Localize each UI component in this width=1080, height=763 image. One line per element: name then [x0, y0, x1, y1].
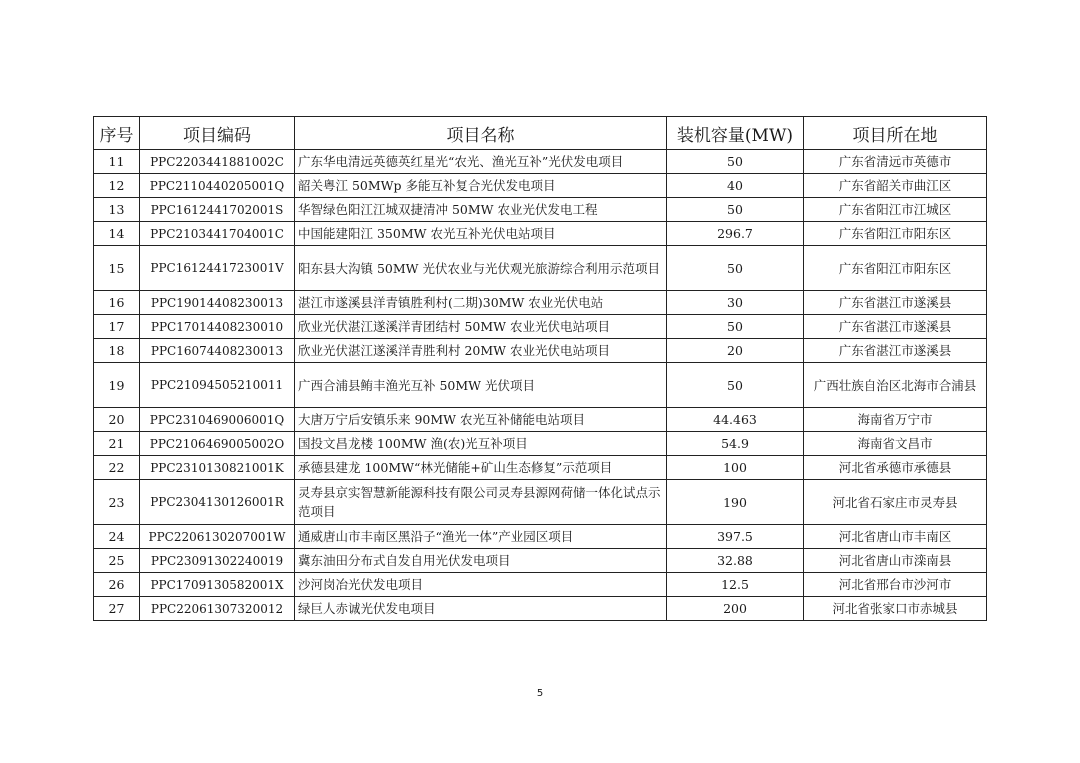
cell-project-name: 绿巨人赤诚光伏发电项目 — [295, 597, 667, 621]
cell-project-location: 广西壮族自治区北海市合浦县 — [804, 363, 987, 408]
cell-installed-capacity: 200 — [667, 597, 804, 621]
cell-project-location: 广东省湛江市遂溪县 — [804, 315, 987, 339]
cell-project-location: 广东省阳江市阳东区 — [804, 246, 987, 291]
cell-installed-capacity: 32.88 — [667, 549, 804, 573]
cell-project-location: 广东省湛江市遂溪县 — [804, 339, 987, 363]
projects-table — [93, 116, 987, 621]
cell-project-location: 河北省石家庄市灵寿县 — [804, 480, 987, 525]
cell-project-location: 广东省湛江市遂溪县 — [804, 291, 987, 315]
cell-installed-capacity: 40 — [667, 174, 804, 198]
cell-installed-capacity: 20 — [667, 339, 804, 363]
cell-serial-number: 24 — [94, 525, 140, 549]
cell-project-code: PPC19014408230013 — [140, 291, 295, 315]
cell-project-location: 海南省文昌市 — [804, 432, 987, 456]
header-project-name: 项目名称 — [295, 117, 667, 150]
cell-project-name: 中国能建阳江 350MW 农光互补光伏电站项目 — [295, 222, 667, 246]
table-row — [94, 597, 987, 621]
table-row — [94, 174, 987, 198]
cell-project-code: PPC1612441702001S — [140, 198, 295, 222]
cell-installed-capacity: 397.5 — [667, 525, 804, 549]
cell-project-name: 欣业光伏湛江遂溪洋青团结村 50MW 农业光伏电站项目 — [295, 315, 667, 339]
table-row — [94, 198, 987, 222]
cell-serial-number: 22 — [94, 456, 140, 480]
cell-installed-capacity: 50 — [667, 198, 804, 222]
cell-installed-capacity: 50 — [667, 363, 804, 408]
cell-project-code: PPC1709130582001X — [140, 573, 295, 597]
cell-serial-number: 14 — [94, 222, 140, 246]
cell-project-code: PPC16074408230013 — [140, 339, 295, 363]
cell-serial-number: 13 — [94, 198, 140, 222]
cell-serial-number: 19 — [94, 363, 140, 408]
cell-project-name: 欣业光伏湛江遂溪洋青胜利村 20MW 农业光伏电站项目 — [295, 339, 667, 363]
cell-installed-capacity: 50 — [667, 150, 804, 174]
cell-project-name: 大唐万宁后安镇乐来 90MW 农光互补储能电站项目 — [295, 408, 667, 432]
cell-project-name: 广东华电清远英德英红星光“农光、渔光互补”光伏发电项目 — [295, 150, 667, 174]
cell-project-location: 河北省唐山市滦南县 — [804, 549, 987, 573]
cell-project-code: PPC22061307320012 — [140, 597, 295, 621]
header-project-code: 项目编码 — [140, 117, 295, 150]
cell-project-code: PPC2310469006001Q — [140, 408, 295, 432]
cell-project-location: 广东省阳江市江城区 — [804, 198, 987, 222]
table-header — [94, 117, 987, 150]
table-row — [94, 432, 987, 456]
table-row — [94, 573, 987, 597]
cell-project-location: 广东省清远市英德市 — [804, 150, 987, 174]
cell-installed-capacity: 12.5 — [667, 573, 804, 597]
cell-project-location: 河北省承德市承德县 — [804, 456, 987, 480]
cell-project-code: PPC21094505210011 — [140, 363, 295, 408]
cell-project-name: 承德县建龙 100MW“林光储能+矿山生态修复”示范项目 — [295, 456, 667, 480]
cell-project-name: 灵寿县京实智慧新能源科技有限公司灵寿县源网荷储一体化试点示范项目 — [295, 480, 667, 525]
cell-serial-number: 23 — [94, 480, 140, 525]
cell-project-location: 河北省唐山市丰南区 — [804, 525, 987, 549]
cell-project-location: 广东省韶关市曲江区 — [804, 174, 987, 198]
cell-installed-capacity: 190 — [667, 480, 804, 525]
cell-project-name: 广西合浦县鲔丰渔光互补 50MW 光伏项目 — [295, 363, 667, 408]
cell-installed-capacity: 44.463 — [667, 408, 804, 432]
table-row — [94, 456, 987, 480]
cell-serial-number: 27 — [94, 597, 140, 621]
cell-installed-capacity: 50 — [667, 315, 804, 339]
cell-project-code: PPC2206130207001W — [140, 525, 295, 549]
header-installed-capacity: 装机容量(MW) — [667, 117, 804, 150]
cell-project-code: PPC2304130126001R — [140, 480, 295, 525]
cell-serial-number: 11 — [94, 150, 140, 174]
table-row — [94, 222, 987, 246]
cell-serial-number: 26 — [94, 573, 140, 597]
table-row — [94, 291, 987, 315]
table-row — [94, 363, 987, 408]
cell-project-name: 国投文昌龙楼 100MW 渔(农)光互补项目 — [295, 432, 667, 456]
cell-project-name: 冀东油田分布式自发自用光伏发电项目 — [295, 549, 667, 573]
cell-serial-number: 17 — [94, 315, 140, 339]
table-body — [94, 150, 987, 621]
cell-project-code: PPC2103441704001C — [140, 222, 295, 246]
cell-serial-number: 12 — [94, 174, 140, 198]
table-row — [94, 480, 987, 525]
table-row — [94, 339, 987, 363]
cell-installed-capacity: 54.9 — [667, 432, 804, 456]
cell-serial-number: 21 — [94, 432, 140, 456]
cell-project-code: PPC2310130821001K — [140, 456, 295, 480]
cell-project-location: 河北省邢台市沙河市 — [804, 573, 987, 597]
cell-serial-number: 16 — [94, 291, 140, 315]
cell-project-code: PPC1612441723001V — [140, 246, 295, 291]
cell-installed-capacity: 296.7 — [667, 222, 804, 246]
cell-project-name: 沙河岗冶光伏发电项目 — [295, 573, 667, 597]
table-row — [94, 549, 987, 573]
header-project-location: 项目所在地 — [804, 117, 987, 150]
cell-project-code: PPC17014408230010 — [140, 315, 295, 339]
cell-project-code: PPC23091302240019 — [140, 549, 295, 573]
table-row — [94, 246, 987, 291]
table-row — [94, 315, 987, 339]
cell-project-code: PPC2110440205001Q — [140, 174, 295, 198]
cell-project-code: PPC2106469005002O — [140, 432, 295, 456]
cell-project-name: 韶关粤江 50MWp 多能互补复合光伏发电项目 — [295, 174, 667, 198]
cell-serial-number: 15 — [94, 246, 140, 291]
header-serial-number: 序号 — [94, 117, 140, 150]
cell-serial-number: 20 — [94, 408, 140, 432]
cell-installed-capacity: 50 — [667, 246, 804, 291]
cell-project-location: 广东省阳江市阳东区 — [804, 222, 987, 246]
cell-project-location: 河北省张家口市赤城县 — [804, 597, 987, 621]
table-row — [94, 525, 987, 549]
cell-project-location: 海南省万宁市 — [804, 408, 987, 432]
cell-serial-number: 18 — [94, 339, 140, 363]
cell-project-name: 湛江市遂溪县洋青镇胜利村(二期)30MW 农业光伏电站 — [295, 291, 667, 315]
page-number: 5 — [536, 688, 544, 699]
cell-installed-capacity: 100 — [667, 456, 804, 480]
cell-serial-number: 25 — [94, 549, 140, 573]
cell-installed-capacity: 30 — [667, 291, 804, 315]
cell-project-name: 阳东县大沟镇 50MW 光伏农业与光伏观光旅游综合利用示范项目 — [295, 246, 667, 291]
table-row — [94, 150, 987, 174]
table-row — [94, 408, 987, 432]
cell-project-name: 通威唐山市丰南区黑沿子“渔光一体”产业园区项目 — [295, 525, 667, 549]
cell-project-code: PPC2203441881002C — [140, 150, 295, 174]
header-row — [94, 117, 987, 150]
cell-project-name: 华智绿色阳江江城双捷清冲 50MW 农业光伏发电工程 — [295, 198, 667, 222]
